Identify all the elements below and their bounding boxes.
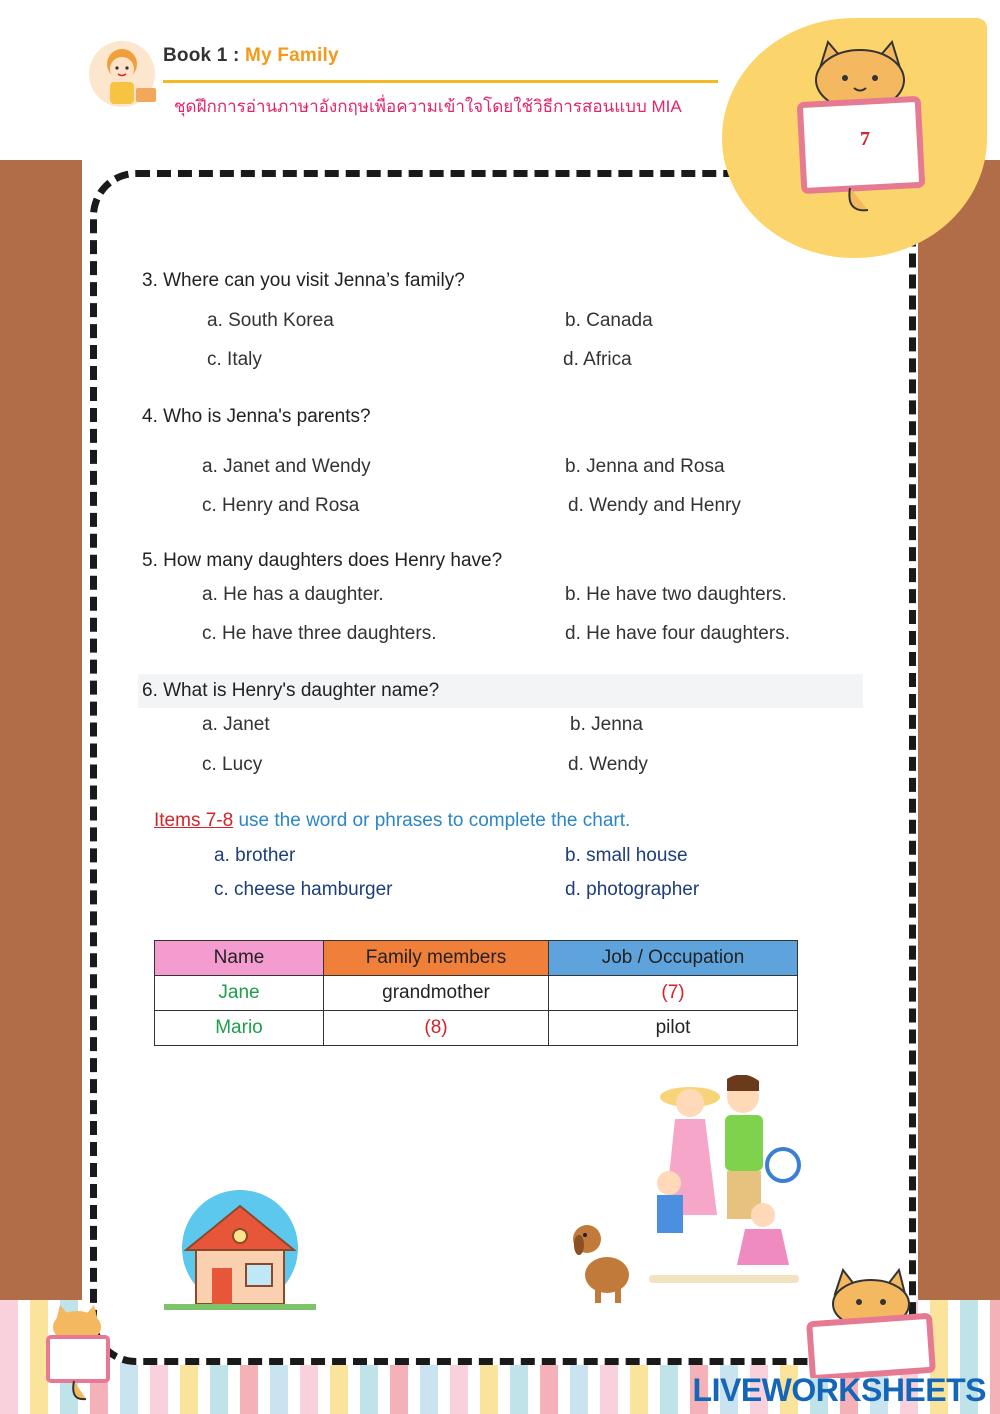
q4-option-d[interactable]: d. Wendy and Henry: [568, 495, 741, 516]
instruction-text: use the word or phrases to complete the chart.: [233, 810, 631, 831]
cat-corner-left-icon: [44, 1305, 114, 1405]
q6-option-a[interactable]: a. Janet: [202, 714, 270, 735]
question-5: 5. How many daughters does Henry have?: [142, 550, 503, 571]
instruction: [154, 810, 630, 832]
q3-option-b[interactable]: b. Canada: [565, 310, 653, 331]
header-name: Name: [155, 941, 324, 976]
cat-corner-right-icon: [805, 1268, 945, 1378]
q6-option-c[interactable]: c. Lucy: [202, 754, 263, 775]
liveworksheets-logo: LIVEWORKSHEETS: [692, 1372, 986, 1408]
right-decor-panel: [918, 160, 1000, 1414]
page-number: 7: [860, 128, 870, 150]
table-row: [155, 976, 798, 1011]
q5-option-c[interactable]: c. He have three daughters.: [202, 623, 437, 644]
q6-option-b[interactable]: b. Jenna: [570, 714, 643, 735]
q3-option-c[interactable]: c. Italy: [207, 349, 262, 370]
cell-family-member: grandmother: [324, 976, 549, 1011]
book-label: Book 1 :: [163, 45, 240, 66]
word-option-d[interactable]: d. photographer: [565, 879, 700, 900]
q6-option-d[interactable]: d. Wendy: [568, 754, 648, 775]
word-option-b[interactable]: b. small house: [565, 845, 688, 866]
q3-option-a[interactable]: a. South Korea: [207, 310, 334, 331]
question-6: 6. What is Henry's daughter name?: [142, 680, 440, 701]
left-decor-panel: [0, 160, 82, 1414]
table-row: [155, 1011, 798, 1046]
dog-icon: [565, 1215, 645, 1305]
answer-blank-7[interactable]: (7): [549, 976, 798, 1011]
question-3: 3. Where can you visit Jenna’s family?: [142, 270, 465, 291]
cell-name: Jane: [155, 976, 324, 1011]
family-chart-table: [154, 940, 798, 1046]
header-divider: [163, 80, 718, 83]
q5-option-b[interactable]: b. He have two daughters.: [565, 584, 787, 605]
cell-name: Mario: [155, 1011, 324, 1046]
q3-option-d[interactable]: d. Africa: [563, 349, 632, 370]
question-4: 4. Who is Jenna's parents?: [142, 406, 371, 427]
q4-option-a[interactable]: a. Janet and Wendy: [202, 456, 371, 477]
word-option-c[interactable]: c. cheese hamburger: [214, 879, 393, 900]
table-header-row: [155, 941, 798, 976]
q4-option-b[interactable]: b. Jenna and Rosa: [565, 456, 725, 477]
girl-cooking-icon: [88, 38, 162, 116]
subtitle: ชุดฝึกการอ่านภาษาอังกฤษเพื่อความเข้าใจโดยใช้วิธีการสอนแบบ MIA: [174, 97, 682, 116]
book-title: My Family: [245, 45, 339, 66]
q5-option-d[interactable]: d. He have four daughters.: [565, 623, 790, 644]
book-heading: [163, 45, 339, 67]
instruction-label: Items 7-8: [154, 810, 234, 831]
header-family-members: Family members: [324, 941, 549, 976]
answer-blank-8[interactable]: (8): [324, 1011, 549, 1046]
q4-option-c[interactable]: c. Henry and Rosa: [202, 495, 360, 516]
word-option-a[interactable]: a. brother: [214, 845, 296, 866]
q5-option-a[interactable]: a. He has a daughter.: [202, 584, 384, 605]
cell-job: pilot: [549, 1011, 798, 1046]
house-icon: [160, 1188, 320, 1318]
family-illustration: [645, 1075, 805, 1300]
header-job: Job / Occupation: [549, 941, 798, 976]
